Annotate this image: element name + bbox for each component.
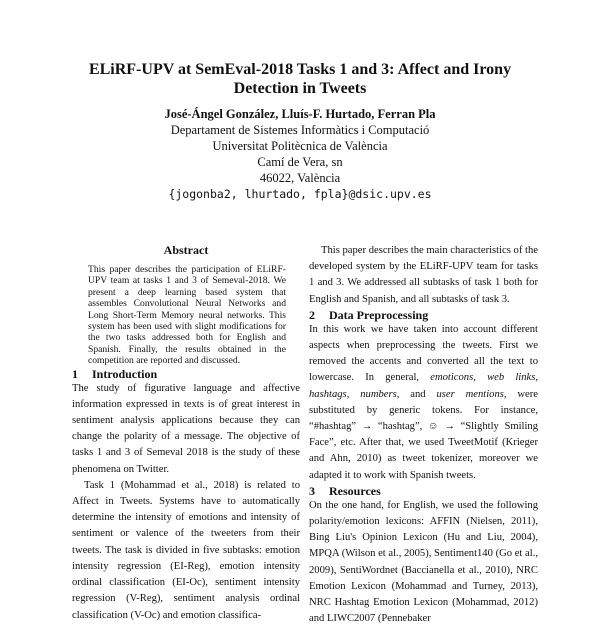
section-number: 1 <box>72 366 78 381</box>
intro-paragraph-1: The study of figurative language and affective information expressed in texts is of great interest in sentiment analysis applications because they can change the polarity of a message. The objective of tasks 1 and 3 of Semeval 2018 is the study of these phenomena on Twitter. <box>72 382 300 475</box>
text-run: , and <box>396 388 437 400</box>
affiliation-line: Universitat Politècnica de València <box>212 139 388 153</box>
text-run: , <box>473 372 488 384</box>
affiliation-line: 46022, València <box>259 171 341 185</box>
section-heading-preprocessing <box>309 308 538 322</box>
section-heading-introduction <box>72 367 300 381</box>
author-block <box>60 106 540 202</box>
section-heading-resources <box>309 484 538 498</box>
text-run: , <box>535 372 539 384</box>
emphasis-user-mentions: user mentions <box>436 388 504 400</box>
emphasis-numbers: numbers <box>360 388 397 400</box>
section-number: 2 <box>309 307 315 322</box>
affiliation-line: Departament de Sistemes Informàtics i Computació <box>170 123 430 137</box>
author-names: José-Ángel González, Lluís-F. Hurtado, Ferran Pla <box>164 107 436 121</box>
abstract-heading: Abstract <box>163 243 209 257</box>
text-run: In this work we have taken into account different aspects when preprocessing the tweets. First we removed the accents and converted all the text to lowercase. In general, <box>309 323 538 384</box>
paper-title: ELiRF-UPV at SemEval-2018 Tasks 1 and 3: Affect and Irony Detection in Tweets <box>88 61 512 97</box>
intro-paragraph-2: Task 1 (Mohammad et al., 2018) is related to Affect in Tweets. Systems have to automatically determine the intensity of emotions and intensity of sentiment or valence of the tweeters from their tweets. The task is divided in five subtasks: emotion intensity regression (EI-Reg), emotion intensity ordinal classification (EI-Oc), sentiment intensity regression (V-Reg), sentiment analysis ordinal classification (V-Oc) and emotion classifica- <box>72 479 300 621</box>
emphasis-web-links: web links <box>487 372 536 384</box>
emphasis-hashtags: hashtags <box>309 388 347 400</box>
emphasis-emoticons: emoticons <box>430 372 474 384</box>
right-column <box>309 243 538 627</box>
section-title: Data Preprocessing <box>329 307 429 322</box>
section-number: 3 <box>309 483 315 498</box>
resources-paragraph: On the one hand, for English, we used the following polarity/emotion lexicons: AFFIN (Nielsen, 2011), Bing Liu's Opinion Lexicon (Hu and Liu, 2004), MPQA (Wilson et al., 2005), Sentiment140 (Go et al., 2009), SentiWordnet (Baccianella et al., 2010), NRC Emotion Lexicon (Mohammad and Turney, 2013), NRC Hashtag Emotion Lexicon (Mohammad, 2012) and LIWC2007 (Pennebaker <box>309 499 538 625</box>
preprocessing-paragraph <box>309 322 538 484</box>
abstract-text: This paper describes the participation of ELiRF-UPV team at tasks 1 and 3 of Semeval-2018. We present a deep learning based system that assembles Convolutional Neural Networks and Long Short-Term Memory neural networks. This system has been used with slight modifications for the two tasks addressed both for English and Spanish. Finally, the results obtained in the competition are reported and discussed. <box>88 264 286 367</box>
section-title: Introduction <box>92 366 158 381</box>
author-email: {jogonba2, lhurtado, fpla}@dsic.upv.es <box>168 187 432 201</box>
section-title: Resources <box>329 483 381 498</box>
text-run: , <box>346 388 361 400</box>
intro-paragraph-continued: This paper describes the main characteristics of the developed system by the ELiRF-UPV team for tasks 1 and 3. We addressed all subtasks of task 1 both for English and Spanish, and all subtasks of task 3. <box>309 245 538 305</box>
left-column <box>72 243 300 624</box>
text-run: , were substituted by generic tokens. For instance, “#hashtag” → “hashtag”, ☺ → “Slightly Smiling Face”, etc. After that, we used TweetMotif (Krieger and Ahn, 2010) as tweet tokenizer, moreover we adapted it to work with Spanish tweets. <box>309 388 538 481</box>
affiliation-line: Camí de Vera, sn <box>257 155 343 169</box>
